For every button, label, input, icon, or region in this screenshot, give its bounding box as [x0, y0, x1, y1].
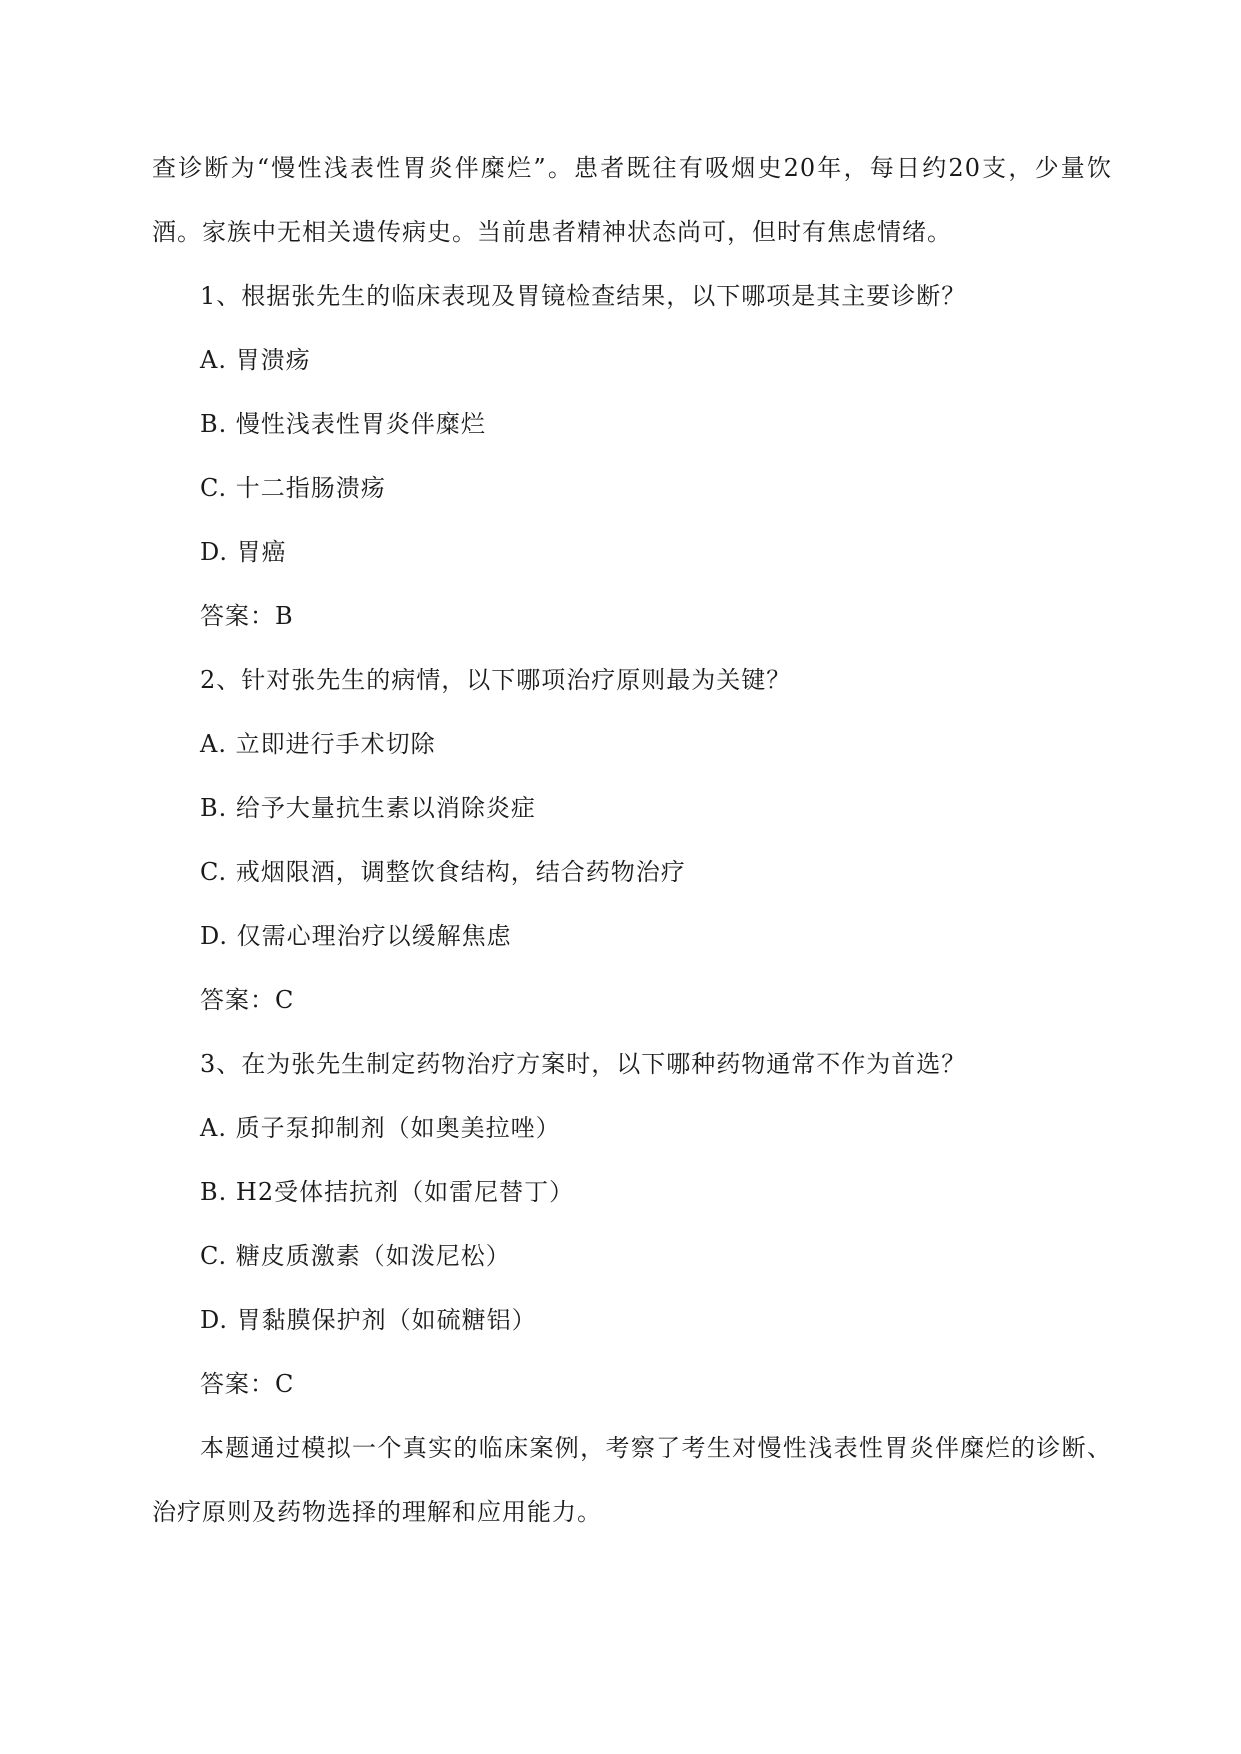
question-3-option-d: D. 胃黏膜保护剂（如硫糖铝）	[200, 1306, 537, 1334]
question-3-option-a: A. 质子泵抑制剂（如奥美拉唑）	[200, 1114, 561, 1142]
question-2-stem: 2、针对张先生的病情，以下哪项治疗原则最为关键？	[200, 666, 792, 694]
question-2-option-b: B. 给予大量抗生素以消除炎症	[200, 794, 536, 822]
question-1-option-a: A. 胃溃疡	[200, 346, 311, 374]
question-1-answer: 答案：B	[200, 602, 294, 630]
question-3-answer: 答案：C	[200, 1370, 295, 1398]
question-3-stem: 3、在为张先生制定药物治疗方案时，以下哪种药物通常不作为首选？	[200, 1050, 967, 1078]
question-2-option-a: A. 立即进行手术切除	[200, 730, 436, 758]
question-3-option-b: B. H2受体拮抗剂（如雷尼替丁）	[200, 1178, 575, 1206]
question-3-option-c: C. 糖皮质激素（如泼尼松）	[200, 1242, 511, 1270]
question-2-option-d: D. 仅需心理治疗以缓解焦虑	[200, 922, 512, 950]
question-1-option-b: B. 慢性浅表性胃炎伴糜烂	[200, 410, 486, 438]
question-1-stem: 1、根据张先生的临床表现及胃镜检查结果，以下哪项是其主要诊断？	[200, 282, 967, 310]
question-2-option-c: C. 戒烟限酒，调整饮食结构，结合药物治疗	[200, 858, 686, 886]
intro-paragraph-line-1: 查诊断为“慢性浅表性胃炎伴糜烂”。患者既往有吸烟史20年，每日约20支，少量饮	[152, 154, 1112, 182]
question-1-option-d: D. 胃癌	[200, 538, 287, 566]
summary-paragraph-line-2: 治疗原则及药物选择的理解和应用能力。	[152, 1498, 602, 1526]
summary-paragraph-line-1: 本题通过模拟一个真实的临床案例，考察了考生对慢性浅表性胃炎伴糜烂的诊断、	[200, 1434, 1112, 1462]
question-1-option-c: C. 十二指肠溃疡	[200, 474, 386, 502]
intro-paragraph-line-2: 酒。家族中无相关遗传病史。当前患者精神状态尚可，但时有焦虑情绪。	[152, 218, 952, 246]
question-2-answer: 答案：C	[200, 986, 295, 1014]
